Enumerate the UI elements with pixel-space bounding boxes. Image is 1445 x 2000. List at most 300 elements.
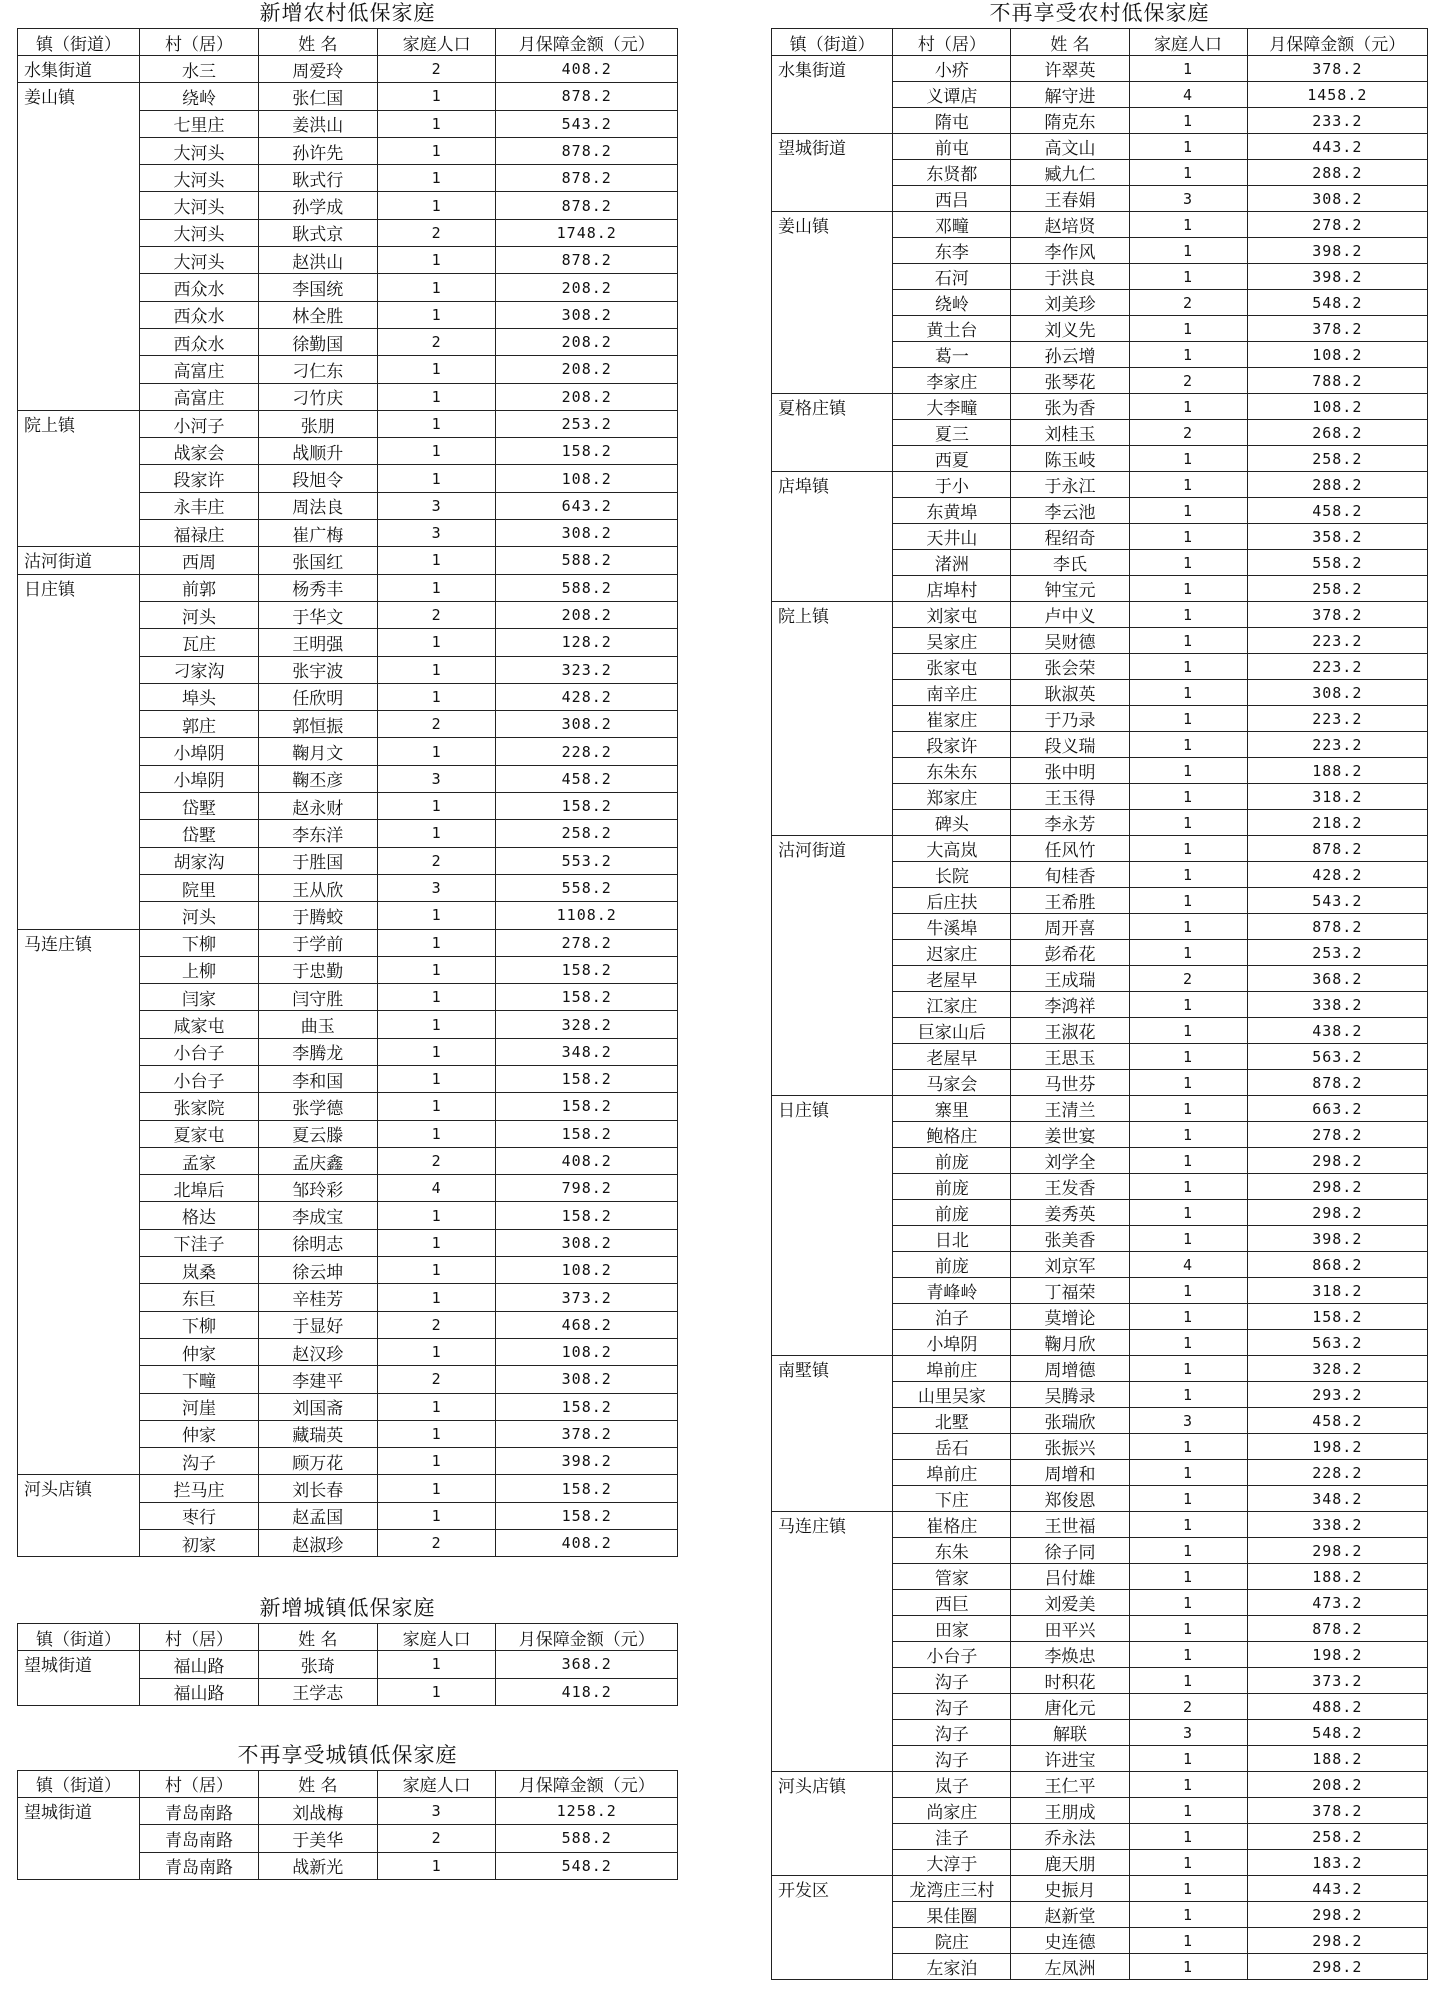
village-cell: 义谭店: [893, 82, 1011, 108]
urban-new-table: [17, 1623, 678, 1706]
name-cell: 陈玉岐: [1011, 446, 1129, 472]
village-cell: 沟子: [893, 1668, 1011, 1694]
name-cell: 鹿天朋: [1011, 1850, 1129, 1876]
name-cell: 徐勤国: [258, 328, 377, 355]
header-village: 村（居）: [140, 29, 259, 56]
village-cell: 水三: [140, 56, 259, 83]
village-cell: 前庞: [893, 1252, 1011, 1278]
name-cell: 周爱玲: [258, 56, 377, 83]
name-cell: 李国统: [258, 274, 377, 301]
household-cell: 1: [1129, 1798, 1247, 1824]
name-cell: 李东洋: [258, 820, 377, 847]
name-cell: 刘爱美: [1011, 1590, 1129, 1616]
household-cell: 1: [377, 547, 496, 574]
name-cell: 王世福: [1011, 1512, 1129, 1538]
village-cell: 日北: [893, 1226, 1011, 1252]
amount-cell: 878.2: [1247, 1070, 1427, 1096]
amount-cell: 408.2: [496, 1147, 678, 1174]
name-cell: 于永江: [1011, 472, 1129, 498]
household-cell: 1: [1129, 1876, 1247, 1902]
amount-cell: 128.2: [496, 629, 678, 656]
village-cell: 大河头: [140, 219, 259, 246]
amount-cell: 158.2: [496, 1120, 678, 1147]
name-cell: 闫守胜: [258, 984, 377, 1011]
household-cell: 1: [377, 1093, 496, 1120]
household-cell: 1: [377, 274, 496, 301]
household-cell: 1: [1129, 160, 1247, 186]
amount-cell: 418.2: [496, 1678, 678, 1705]
household-cell: 4: [1129, 1252, 1247, 1278]
village-cell: 小疥: [893, 56, 1011, 82]
village-cell: 黄土台: [893, 316, 1011, 342]
amount-cell: 588.2: [496, 574, 678, 601]
header-row: [772, 29, 1428, 56]
household-cell: 2: [377, 1530, 496, 1557]
name-cell: 解联: [1011, 1720, 1129, 1746]
village-cell: 老屋早: [893, 1044, 1011, 1070]
village-cell: 吴家庄: [893, 628, 1011, 654]
name-cell: 吕付雄: [1011, 1564, 1129, 1590]
name-cell: 王春娟: [1011, 186, 1129, 212]
amount-cell: 558.2: [496, 874, 678, 901]
village-cell: 青岛南路: [140, 1797, 259, 1824]
name-cell: 段义瑞: [1011, 732, 1129, 758]
name-cell: 耿式京: [258, 219, 377, 246]
town-cell: 河头店镇: [772, 1772, 893, 1876]
amount-cell: 878.2: [496, 137, 678, 164]
village-cell: 青峰岭: [893, 1278, 1011, 1304]
village-cell: 河头: [140, 902, 259, 929]
amount-cell: 323.2: [496, 656, 678, 683]
amount-cell: 338.2: [1247, 992, 1427, 1018]
household-cell: 1: [377, 1229, 496, 1256]
village-cell: 东贤都: [893, 160, 1011, 186]
name-cell: 刁竹庆: [258, 383, 377, 410]
name-cell: 赵新堂: [1011, 1902, 1129, 1928]
village-cell: 店埠村: [893, 576, 1011, 602]
village-cell: 沟子: [140, 1448, 259, 1475]
table-row: [772, 472, 1428, 498]
name-cell: 许进宝: [1011, 1746, 1129, 1772]
village-cell: 小河子: [140, 410, 259, 437]
amount-cell: 373.2: [496, 1284, 678, 1311]
household-cell: 1: [377, 793, 496, 820]
household-cell: 2: [377, 1311, 496, 1338]
village-cell: 段家许: [893, 732, 1011, 758]
village-cell: 河崖: [140, 1393, 259, 1420]
village-cell: 高富庄: [140, 356, 259, 383]
village-cell: 大河头: [140, 165, 259, 192]
town-cell: 望城街道: [18, 1651, 140, 1706]
name-cell: 钟宝元: [1011, 576, 1129, 602]
village-cell: 福禄庄: [140, 520, 259, 547]
amount-cell: 878.2: [496, 165, 678, 192]
household-cell: 1: [377, 438, 496, 465]
household-cell: 1: [1129, 1616, 1247, 1642]
household-cell: 1: [377, 629, 496, 656]
amount-cell: 468.2: [496, 1311, 678, 1338]
name-cell: 程绍奇: [1011, 524, 1129, 550]
village-cell: 沟子: [893, 1720, 1011, 1746]
name-cell: 张学德: [258, 1093, 377, 1120]
header-town: 镇（街道）: [18, 1770, 140, 1797]
table-row: [18, 1651, 678, 1678]
amount-cell: 208.2: [496, 356, 678, 383]
amount-cell: 878.2: [1247, 1616, 1427, 1642]
name-cell: 张宇波: [258, 656, 377, 683]
table-row: [772, 212, 1428, 238]
header-town: 镇（街道）: [18, 29, 140, 56]
household-cell: 1: [377, 247, 496, 274]
amount-cell: 223.2: [1247, 628, 1427, 654]
table-row: [772, 1096, 1428, 1122]
table-row: [772, 1772, 1428, 1798]
name-cell: 于忠勤: [258, 956, 377, 983]
household-cell: 2: [377, 219, 496, 246]
household-cell: 1: [1129, 1928, 1247, 1954]
table-row: [18, 83, 678, 110]
amount-cell: 298.2: [1247, 1148, 1427, 1174]
household-cell: 3: [377, 520, 496, 547]
village-cell: 绕岭: [140, 83, 259, 110]
amount-cell: 223.2: [1247, 654, 1427, 680]
town-cell: 店埠镇: [772, 472, 893, 602]
amount-cell: 398.2: [1247, 238, 1427, 264]
header-town: 镇（街道）: [772, 29, 893, 56]
left-column: [17, 0, 678, 1880]
amount-cell: 378.2: [1247, 316, 1427, 342]
amount-cell: 488.2: [1247, 1694, 1427, 1720]
amount-cell: 278.2: [1247, 212, 1427, 238]
town-cell: 夏格庄镇: [772, 394, 893, 472]
village-cell: 胡家沟: [140, 847, 259, 874]
amount-cell: 278.2: [1247, 1122, 1427, 1148]
table-row: [18, 410, 678, 437]
name-cell: 鞠丕彦: [258, 765, 377, 792]
household-cell: 1: [377, 1448, 496, 1475]
table-row: [18, 56, 678, 83]
amount-cell: 158.2: [496, 793, 678, 820]
name-cell: 于美华: [258, 1825, 377, 1852]
household-cell: 1: [377, 1852, 496, 1879]
amount-cell: 798.2: [496, 1175, 678, 1202]
village-cell: 西众水: [140, 301, 259, 328]
name-cell: 于华文: [258, 601, 377, 628]
household-cell: 1: [1129, 1564, 1247, 1590]
village-cell: 长院: [893, 862, 1011, 888]
village-cell: 江家庄: [893, 992, 1011, 1018]
household-cell: 1: [377, 902, 496, 929]
name-cell: 于显好: [258, 1311, 377, 1338]
name-cell: 孙许先: [258, 137, 377, 164]
village-cell: 葛一: [893, 342, 1011, 368]
table-row: [18, 929, 678, 956]
name-cell: 姜世宴: [1011, 1122, 1129, 1148]
name-cell: 张国红: [258, 547, 377, 574]
village-cell: 夏家屯: [140, 1120, 259, 1147]
household-cell: 1: [1129, 810, 1247, 836]
household-cell: 2: [1129, 368, 1247, 394]
header-household: 家庭人口: [1129, 29, 1247, 56]
household-cell: 4: [377, 1175, 496, 1202]
village-cell: 泊子: [893, 1304, 1011, 1330]
household-cell: 1: [1129, 1096, 1247, 1122]
household-cell: 1: [1129, 264, 1247, 290]
household-cell: 1: [1129, 108, 1247, 134]
amount-cell: 308.2: [496, 711, 678, 738]
household-cell: 1: [1129, 1902, 1247, 1928]
town-cell: 水集街道: [18, 56, 140, 83]
village-cell: 沟子: [893, 1694, 1011, 1720]
village-cell: 张家院: [140, 1093, 259, 1120]
name-cell: 赵洪山: [258, 247, 377, 274]
village-cell: 沟子: [893, 1746, 1011, 1772]
household-cell: 1: [1129, 784, 1247, 810]
village-cell: 下洼子: [140, 1229, 259, 1256]
village-cell: 鲍格庄: [893, 1122, 1011, 1148]
name-cell: 许翠英: [1011, 56, 1129, 82]
village-cell: 小台子: [140, 1065, 259, 1092]
table-row: [772, 394, 1428, 420]
amount-cell: 378.2: [496, 1420, 678, 1447]
household-cell: 2: [377, 328, 496, 355]
village-cell: 寨里: [893, 1096, 1011, 1122]
name-cell: 王淑花: [1011, 1018, 1129, 1044]
household-cell: 1: [377, 1502, 496, 1529]
header-amount: 月保障金额（元）: [1247, 29, 1427, 56]
household-cell: 1: [377, 410, 496, 437]
village-cell: 青岛南路: [140, 1825, 259, 1852]
household-cell: 1: [1129, 394, 1247, 420]
household-cell: 1: [1129, 1148, 1247, 1174]
household-cell: 1: [1129, 1278, 1247, 1304]
household-cell: 1: [377, 820, 496, 847]
name-cell: 孙学成: [258, 192, 377, 219]
name-cell: 郭恒振: [258, 711, 377, 738]
amount-cell: 158.2: [1247, 1304, 1427, 1330]
amount-cell: 878.2: [496, 83, 678, 110]
amount-cell: 228.2: [1247, 1460, 1427, 1486]
village-cell: 隋屯: [893, 108, 1011, 134]
household-cell: 1: [377, 929, 496, 956]
name-cell: 马世芬: [1011, 1070, 1129, 1096]
name-cell: 吴腾录: [1011, 1382, 1129, 1408]
amount-cell: 253.2: [1247, 940, 1427, 966]
amount-cell: 643.2: [496, 492, 678, 519]
amount-cell: 473.2: [1247, 1590, 1427, 1616]
name-cell: 藏瑞英: [258, 1420, 377, 1447]
household-cell: 1: [377, 165, 496, 192]
name-cell: 张为香: [1011, 394, 1129, 420]
village-cell: 孟家: [140, 1147, 259, 1174]
amount-cell: 198.2: [1247, 1434, 1427, 1460]
name-cell: 李永芳: [1011, 810, 1129, 836]
village-cell: 福山路: [140, 1651, 259, 1678]
amount-cell: 548.2: [1247, 290, 1427, 316]
household-cell: 1: [1129, 1018, 1247, 1044]
table-row: [772, 56, 1428, 82]
village-cell: 后庄扶: [893, 888, 1011, 914]
header-village: 村（居）: [140, 1770, 259, 1797]
name-cell: 辛桂芳: [258, 1284, 377, 1311]
amount-cell: 308.2: [1247, 186, 1427, 212]
amount-cell: 548.2: [1247, 1720, 1427, 1746]
household-cell: 1: [377, 574, 496, 601]
amount-cell: 298.2: [1247, 1200, 1427, 1226]
town-cell: 姜山镇: [772, 212, 893, 394]
village-cell: 河头: [140, 601, 259, 628]
household-cell: 1: [1129, 134, 1247, 160]
header-amount: 月保障金额（元）: [496, 1624, 678, 1651]
household-cell: 1: [1129, 524, 1247, 550]
amount-cell: 878.2: [496, 247, 678, 274]
amount-cell: 358.2: [1247, 524, 1427, 550]
urban-new-title: 新增城镇低保家庭: [259, 1596, 436, 1621]
amount-cell: 378.2: [1247, 56, 1427, 82]
amount-cell: 438.2: [1247, 1018, 1427, 1044]
amount-cell: 258.2: [1247, 576, 1427, 602]
village-cell: 渚洲: [893, 550, 1011, 576]
village-cell: 上柳: [140, 956, 259, 983]
name-cell: 王从欣: [258, 874, 377, 901]
amount-cell: 108.2: [496, 1338, 678, 1365]
village-cell: 东黄埠: [893, 498, 1011, 524]
amount-cell: 553.2: [496, 847, 678, 874]
name-cell: 王朋成: [1011, 1798, 1129, 1824]
amount-cell: 318.2: [1247, 1278, 1427, 1304]
amount-cell: 188.2: [1247, 1564, 1427, 1590]
village-cell: 碑头: [893, 810, 1011, 836]
village-cell: 岱墅: [140, 820, 259, 847]
amount-cell: 158.2: [496, 1502, 678, 1529]
town-cell: 院上镇: [18, 410, 140, 546]
household-cell: 1: [377, 110, 496, 137]
household-cell: 3: [1129, 1720, 1247, 1746]
household-cell: 2: [377, 1366, 496, 1393]
household-cell: 1: [1129, 1954, 1247, 1980]
name-cell: 李云池: [1011, 498, 1129, 524]
village-cell: 尚家庄: [893, 1798, 1011, 1824]
village-cell: 青岛南路: [140, 1852, 259, 1879]
amount-cell: 1258.2: [496, 1797, 678, 1824]
name-cell: 顾万花: [258, 1448, 377, 1475]
amount-cell: 368.2: [1247, 966, 1427, 992]
household-cell: 2: [1129, 966, 1247, 992]
amount-cell: 108.2: [1247, 342, 1427, 368]
household-cell: 1: [377, 383, 496, 410]
household-cell: 1: [377, 465, 496, 492]
household-cell: 1: [1129, 706, 1247, 732]
amount-cell: 298.2: [1247, 1954, 1427, 1980]
village-cell: 岱墅: [140, 793, 259, 820]
name-cell: 乔永法: [1011, 1824, 1129, 1850]
table-row: [18, 1797, 678, 1824]
household-cell: 1: [1129, 238, 1247, 264]
name-cell: 杨秀丰: [258, 574, 377, 601]
household-cell: 1: [1129, 1200, 1247, 1226]
village-cell: 大河头: [140, 137, 259, 164]
household-cell: 1: [377, 1202, 496, 1229]
town-cell: 沽河街道: [772, 836, 893, 1096]
household-cell: 1: [377, 1420, 496, 1447]
name-cell: 赵孟国: [258, 1502, 377, 1529]
amount-cell: 108.2: [1247, 394, 1427, 420]
name-cell: 鞠月文: [258, 738, 377, 765]
household-cell: 3: [1129, 1408, 1247, 1434]
name-cell: 臧九仁: [1011, 160, 1129, 186]
village-cell: 下柳: [140, 929, 259, 956]
household-cell: 3: [377, 492, 496, 519]
amount-cell: 228.2: [496, 738, 678, 765]
name-cell: 战顺升: [258, 438, 377, 465]
name-cell: 耿式行: [258, 165, 377, 192]
household-cell: 1: [1129, 758, 1247, 784]
household-cell: 2: [377, 711, 496, 738]
amount-cell: 543.2: [1247, 888, 1427, 914]
name-cell: 时积花: [1011, 1668, 1129, 1694]
name-cell: 王发香: [1011, 1174, 1129, 1200]
household-cell: 1: [1129, 654, 1247, 680]
village-cell: 初家: [140, 1530, 259, 1557]
name-cell: 王仁平: [1011, 1772, 1129, 1798]
household-cell: 1: [1129, 550, 1247, 576]
village-cell: 前郭: [140, 574, 259, 601]
village-cell: 大李疃: [893, 394, 1011, 420]
name-cell: 李和国: [258, 1065, 377, 1092]
name-cell: 刘国斋: [258, 1393, 377, 1420]
village-cell: 北埠后: [140, 1175, 259, 1202]
household-cell: 1: [1129, 1434, 1247, 1460]
town-cell: 河头店镇: [18, 1475, 140, 1557]
amount-cell: 878.2: [1247, 836, 1427, 862]
name-cell: 张中明: [1011, 758, 1129, 784]
amount-cell: 298.2: [1247, 1538, 1427, 1564]
town-cell: 马连庄镇: [772, 1512, 893, 1772]
name-cell: 刘长春: [258, 1475, 377, 1502]
amount-cell: 208.2: [496, 601, 678, 628]
name-cell: 姜秀英: [1011, 1200, 1129, 1226]
village-cell: 岚子: [893, 1772, 1011, 1798]
name-cell: 李建平: [258, 1366, 377, 1393]
household-cell: 1: [1129, 1330, 1247, 1356]
amount-cell: 443.2: [1247, 134, 1427, 160]
village-cell: 段家许: [140, 465, 259, 492]
name-cell: 莫增论: [1011, 1304, 1129, 1330]
amount-cell: 258.2: [496, 820, 678, 847]
name-cell: 周增德: [1011, 1356, 1129, 1382]
amount-cell: 328.2: [496, 1011, 678, 1038]
name-cell: 丁福荣: [1011, 1278, 1129, 1304]
amount-cell: 158.2: [496, 438, 678, 465]
header-name: 姓 名: [258, 1770, 377, 1797]
name-cell: 刁仁东: [258, 356, 377, 383]
name-cell: 姜洪山: [258, 110, 377, 137]
name-cell: 李成宝: [258, 1202, 377, 1229]
village-cell: 仲家: [140, 1338, 259, 1365]
header-household: 家庭人口: [377, 1624, 496, 1651]
household-cell: 1: [377, 192, 496, 219]
village-cell: 李家庄: [893, 368, 1011, 394]
village-cell: 仲家: [140, 1420, 259, 1447]
household-cell: 1: [1129, 1226, 1247, 1252]
household-cell: 1: [1129, 342, 1247, 368]
village-cell: 郭庄: [140, 711, 259, 738]
name-cell: 孟庆鑫: [258, 1147, 377, 1174]
household-cell: 1: [1129, 1642, 1247, 1668]
name-cell: 曲玉: [258, 1011, 377, 1038]
household-cell: 1: [1129, 1746, 1247, 1772]
table-row: [18, 1475, 678, 1502]
